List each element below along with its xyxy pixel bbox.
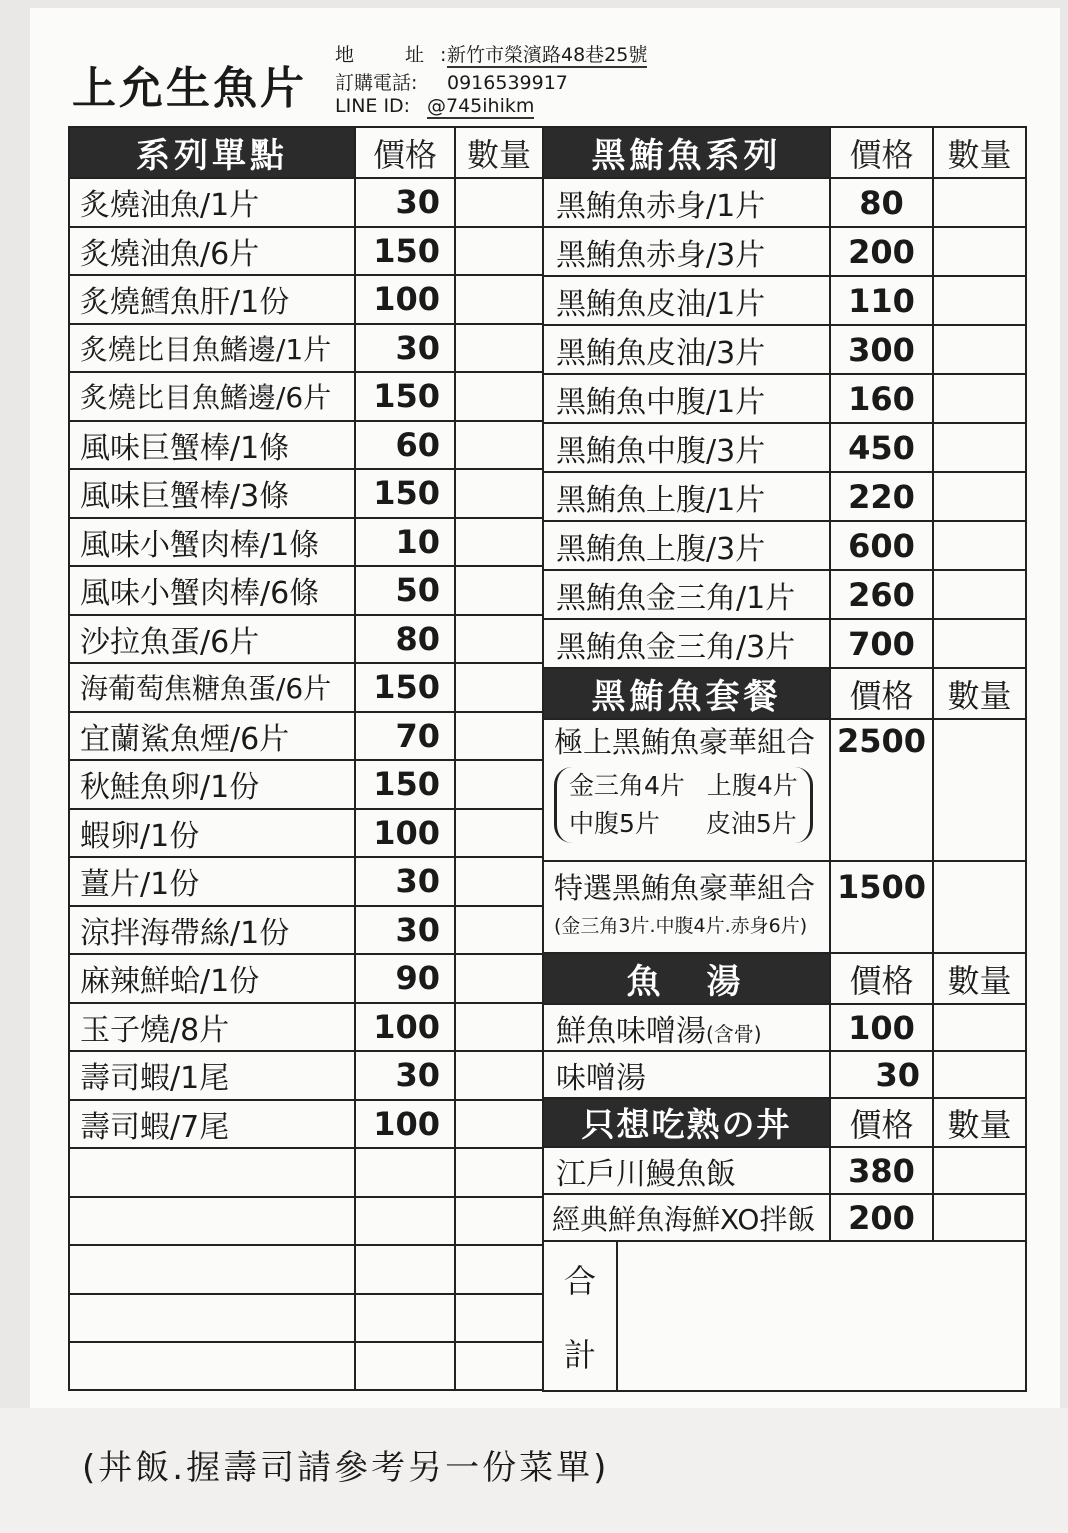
item-price: 150 [355,760,455,809]
qty-cell[interactable] [455,663,543,712]
single-items-table [68,126,544,1391]
item-price: 100 [355,809,455,858]
menu-row [69,663,543,712]
price-header: 價格 [355,127,455,178]
item-price: 30 [355,178,455,227]
menu-row [543,178,1026,227]
item-price: 100 [355,1003,455,1052]
tuna-table [542,126,1027,1392]
qty-cell[interactable] [455,178,543,227]
menu-row [543,521,1026,570]
item-price: 50 [355,566,455,615]
menu-row [69,324,543,373]
item-price: 30 [355,324,455,373]
price-header: 價格 [830,668,933,719]
total-label [544,1242,618,1390]
item-name: 風味巨蟹棒/3條 [69,469,355,518]
menu-row [69,275,543,324]
qty-header: 數量 [455,127,543,178]
don-header [543,1098,1026,1147]
combo1-detail-a: 金三角4片 [569,771,685,800]
menu-row [543,1194,1026,1241]
combo2-name: 特選黑鮪魚豪華組合 [554,871,816,905]
qty-cell[interactable] [933,521,1026,570]
menu-row [69,712,543,761]
item-price: 150 [355,227,455,276]
qty-header: 數量 [933,668,1026,719]
item-price: 100 [355,275,455,324]
shop-name: 上允生魚片 [72,63,307,114]
item-price: 30 [355,906,455,955]
combo1-detail-d: 皮油5片 [705,809,797,838]
item-price: 260 [830,570,933,619]
item-price: 10 [355,518,455,567]
item-name: 黑鮪魚上腹/3片 [543,521,830,570]
menu-row [543,325,1026,374]
item-name: 炙燒油魚/1片 [69,178,355,227]
item-name: 黑鮪魚赤身/3片 [543,227,830,276]
item-name: 黑鮪魚中腹/3片 [543,423,830,472]
address-value: 新竹市榮濱路48巷25號 [447,44,648,66]
set-title: 黑鮪魚套餐 [543,668,830,719]
item-name: 風味小蟹肉棒/1條 [69,518,355,567]
item-price: 30 [355,1051,455,1100]
item-name: 黑鮪魚皮油/1片 [543,276,830,325]
line-id-value: @745ihikm [427,95,535,117]
item-price: 220 [830,472,933,521]
empty-row [69,1148,543,1197]
total-cell [543,1241,1026,1391]
empty-cell [355,1148,455,1197]
menu-row [69,906,543,955]
combo1-detail-c: 中腹5片 [569,809,660,838]
combo1-name: 極上黑鮪魚豪華組合 [554,725,816,759]
phone-label: 訂購電話: [335,72,418,94]
item-name: 壽司蝦/7尾 [69,1100,355,1149]
qty-cell[interactable] [933,472,1026,521]
menu-row [543,1147,1026,1194]
combo-cell [543,861,830,953]
empty-row [69,1294,543,1343]
empty-cell[interactable] [455,1245,543,1294]
item-name: 蝦卵/1份 [69,809,355,858]
item-price: 90 [355,954,455,1003]
qty-cell[interactable] [455,954,543,1003]
empty-row [69,1342,543,1390]
line-id-label: LINE ID: [335,95,411,117]
menu-row [69,227,543,276]
empty-cell[interactable] [455,1148,543,1197]
qty-cell[interactable] [933,374,1026,423]
empty-cell [355,1342,455,1390]
menu-row [69,372,543,421]
menu-row [543,1004,1026,1051]
price-header: 價格 [830,127,933,178]
qty-cell[interactable] [455,421,543,470]
menu-row [69,469,543,518]
tuna-header [543,127,1026,178]
item-name: 味噌湯 [543,1051,830,1098]
qty-cell[interactable] [933,1194,1026,1241]
soup-header [543,953,1026,1004]
don-title: 只想吃熟の丼 [543,1098,830,1147]
item-name: 炙燒油魚/6片 [69,227,355,276]
menu-row [543,276,1026,325]
total-label-2: 計 [563,1336,596,1374]
qty-cell[interactable] [455,227,543,276]
item-price: 200 [830,227,933,276]
empty-cell [69,1294,355,1343]
menu-row [543,472,1026,521]
empty-cell [69,1245,355,1294]
qty-cell[interactable] [933,1051,1026,1098]
item-name: 麻辣鮮蛤/1份 [69,954,355,1003]
soup-title: 魚 湯 [543,953,830,1004]
combo-row [543,719,1026,861]
empty-cell[interactable] [455,1294,543,1343]
qty-cell[interactable] [455,712,543,761]
item-name: 黑鮪魚皮油/3片 [543,325,830,374]
item-name: 黑鮪魚中腹/1片 [543,374,830,423]
menu-row [543,570,1026,619]
item-price: 300 [830,325,933,374]
total-wrap [544,1242,1025,1390]
qty-cell[interactable] [455,324,543,373]
menu-row [69,1100,543,1149]
menu-row [69,615,543,664]
item-name: 風味小蟹肉棒/6條 [69,566,355,615]
empty-cell [69,1148,355,1197]
combo-cell [543,719,830,861]
qty-cell[interactable] [455,760,543,809]
footer-note: (丼飯.握壽司請參考另一份菜單) [82,1448,610,1488]
menu-row [543,619,1026,668]
qty-header: 數量 [933,953,1026,1004]
item-price: 80 [355,615,455,664]
item-name: 江戶川鰻魚飯 [543,1147,830,1194]
phone-line [335,68,568,95]
item-price: 80 [830,178,933,227]
item-name: 炙燒比目魚鰭邊/1片 [69,324,355,373]
item-price: 100 [830,1004,933,1051]
item-name: 秋鮭魚卵/1份 [69,760,355,809]
item-name: 玉子燒/8片 [69,1003,355,1052]
empty-cell [355,1245,455,1294]
item-name: 炙燒比目魚鰭邊/6片 [69,372,355,421]
combo-row [543,861,1026,953]
menu-row [69,518,543,567]
menu-row [543,423,1026,472]
item-price: 150 [355,372,455,421]
qty-cell[interactable] [933,178,1026,227]
item-name: 薑片/1份 [69,857,355,906]
qty-cell[interactable] [455,1051,543,1100]
combo1-price: 2500 [830,719,933,861]
qty-cell[interactable] [455,275,543,324]
item-name: 涼拌海帶絲/1份 [69,906,355,955]
qty-cell[interactable] [455,809,543,858]
item-price: 160 [830,374,933,423]
price-header: 價格 [830,953,933,1004]
menu-row [543,1051,1026,1098]
item-name: 壽司蝦/1尾 [69,1051,355,1100]
item-price: 380 [830,1147,933,1194]
menu-row [69,421,543,470]
item-price: 70 [355,712,455,761]
total-amount-field[interactable] [618,1242,1025,1390]
item-price: 30 [830,1051,933,1098]
qty-cell[interactable] [455,857,543,906]
item-name: 黑鮪魚金三角/1片 [543,570,830,619]
empty-cell [355,1197,455,1246]
empty-cell [69,1342,355,1390]
item-price: 150 [355,469,455,518]
qty-cell[interactable] [933,276,1026,325]
item-name: 黑鮪魚赤身/1片 [543,178,830,227]
item-note: (含骨) [706,1021,762,1046]
item-price: 100 [355,1100,455,1149]
tuna-title: 黑鮪魚系列 [543,127,830,178]
qty-cell[interactable] [455,1100,543,1149]
combo2-price: 1500 [830,861,933,953]
empty-row [69,1245,543,1294]
menu-row [543,227,1026,276]
price-header: 價格 [830,1098,933,1147]
menu-row [69,857,543,906]
menu-row [543,374,1026,423]
qty-cell[interactable] [455,906,543,955]
item-name: 鮮魚味噌湯 [556,1013,706,1049]
menu-row [69,760,543,809]
menu-row [69,954,543,1003]
menu-row [69,1003,543,1052]
line-id-line [335,95,534,117]
menu-row [69,566,543,615]
qty-cell[interactable] [455,372,543,421]
empty-cell [69,1197,355,1246]
item-price: 150 [355,663,455,712]
item-name: 海葡萄焦糖魚蛋/6片 [69,663,355,712]
item-name: 宜蘭鯊魚煙/6片 [69,712,355,761]
item-name: 黑鮪魚金三角/3片 [543,619,830,668]
qty-header: 數量 [933,1098,1026,1147]
qty-cell[interactable] [455,1003,543,1052]
qty-cell[interactable] [933,423,1026,472]
single-items-title: 系列單點 [69,127,355,178]
empty-row [69,1197,543,1246]
qty-cell[interactable] [933,619,1026,668]
qty-cell[interactable] [933,1004,1026,1051]
phone-value: 0916539917 [447,72,568,94]
single-items-header [69,127,543,178]
qty-cell[interactable] [933,227,1026,276]
set-header [543,668,1026,719]
item-name: 黑鮪魚上腹/1片 [543,472,830,521]
qty-cell[interactable] [933,1147,1026,1194]
address-label: 地 址: [335,44,463,66]
item-name: 經典鮮魚海鮮XO拌飯 [543,1194,830,1241]
item-price: 450 [830,423,933,472]
item-price: 60 [355,421,455,470]
item-name: 風味巨蟹棒/1條 [69,421,355,470]
qty-cell[interactable] [455,469,543,518]
item-price: 200 [830,1194,933,1241]
item-price: 30 [355,857,455,906]
item-price: 600 [830,521,933,570]
menu-row [69,1051,543,1100]
qty-header: 數量 [933,127,1026,178]
empty-cell[interactable] [455,1197,543,1246]
item-name: 炙燒鱈魚肝/1份 [69,275,355,324]
item-price: 700 [830,619,933,668]
menu-row [69,809,543,858]
qty-cell[interactable] [933,719,1026,861]
qty-cell[interactable] [933,325,1026,374]
total-label-1: 合 [563,1262,596,1300]
total-row [543,1241,1026,1391]
qty-cell[interactable] [455,518,543,567]
combo2-detail: (金三角3片.中腹4片.赤身6片) [554,915,808,937]
address-line [335,40,647,67]
qty-cell[interactable] [455,615,543,664]
item-name: 沙拉魚蛋/6片 [69,615,355,664]
qty-cell[interactable] [933,570,1026,619]
empty-cell [355,1294,455,1343]
item-price: 110 [830,276,933,325]
empty-cell[interactable] [455,1342,543,1390]
combo1-detail [554,767,813,843]
qty-cell[interactable] [933,861,1026,953]
qty-cell[interactable] [455,566,543,615]
item-name-cell [543,1004,830,1051]
combo1-detail-b: 上腹4片 [706,771,798,800]
menu-row [69,178,543,227]
